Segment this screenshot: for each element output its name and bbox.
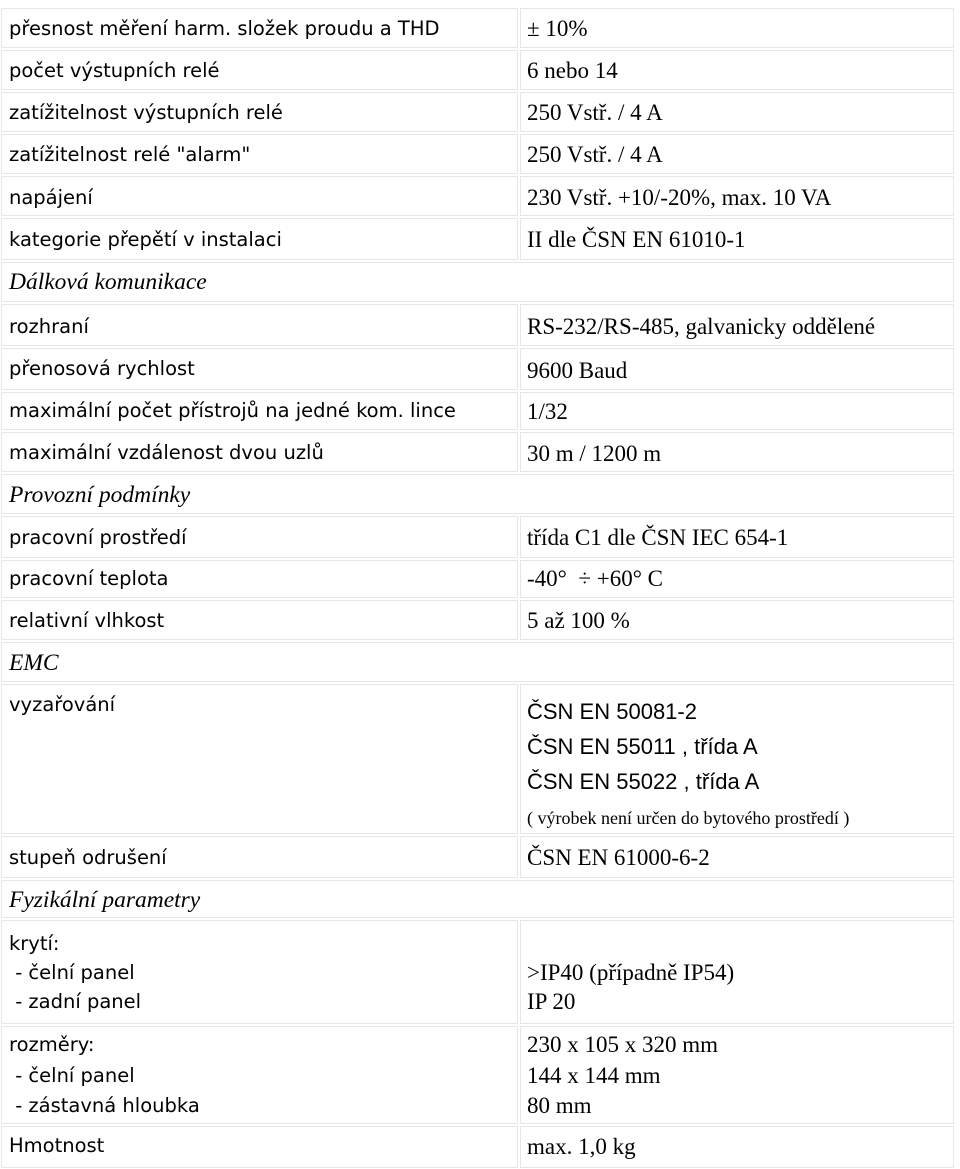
spec-row-power bbox=[0, 176, 960, 216]
spec-value: 9600 Baud bbox=[527, 358, 628, 383]
section-title: Dálková komunikace bbox=[9, 269, 207, 295]
spec-row-relay-load bbox=[0, 92, 960, 132]
section-title: Fyzikální parametry bbox=[9, 887, 201, 913]
spec-value: IP 20 bbox=[527, 989, 576, 1014]
spec-label: vyzařování bbox=[9, 693, 116, 716]
spec-label: zatížitelnost relé "alarm" bbox=[9, 143, 251, 166]
spec-label: Hmotnost bbox=[9, 1134, 105, 1157]
spec-value: -40° ÷ +60° C bbox=[527, 566, 663, 591]
spec-row-temperature bbox=[0, 560, 960, 598]
spec-row-environment bbox=[0, 516, 960, 558]
spec-row-overvoltage bbox=[0, 218, 960, 260]
spec-row-dimensions bbox=[0, 1026, 960, 1124]
spec-row-immunity bbox=[0, 836, 960, 878]
spec-value: 6 nebo 14 bbox=[527, 58, 618, 83]
spec-row-emission bbox=[0, 684, 960, 834]
spec-value: 230 Vstř. +10/-20%, max. 10 VA bbox=[527, 185, 832, 210]
section-heading-operating bbox=[0, 474, 960, 514]
section-title: Provozní podmínky bbox=[9, 482, 191, 508]
spec-label: relativní vlhkost bbox=[9, 609, 165, 632]
spec-row-relay-count bbox=[0, 50, 960, 90]
spec-value: 80 mm bbox=[527, 1093, 592, 1118]
spec-row-humidity bbox=[0, 600, 960, 640]
spec-value: 250 Vstř. / 4 A bbox=[527, 142, 663, 167]
spec-label: pracovní prostředí bbox=[9, 526, 187, 549]
spec-label: stupeň odrušení bbox=[9, 846, 167, 869]
section-heading-physical bbox=[0, 880, 960, 918]
spec-label: krytí: bbox=[9, 932, 60, 955]
spec-label: maximální počet přístrojů na jedné kom. lince bbox=[9, 399, 456, 422]
spec-row-max-distance bbox=[0, 432, 960, 472]
spec-value: 30 m / 1200 m bbox=[527, 441, 662, 466]
emission-note: ( výrobek není určen do bytového prostředí ) bbox=[527, 808, 850, 828]
spec-value: 230 x 105 x 320 mm bbox=[527, 1032, 719, 1057]
spec-value: 144 x 144 mm bbox=[527, 1063, 661, 1088]
spec-label: zatížitelnost výstupních relé bbox=[9, 101, 283, 124]
spec-sublabel: - čelní panel bbox=[9, 1064, 135, 1087]
spec-value: ČSN EN 61000-6-2 bbox=[527, 845, 710, 870]
standard-line: ČSN EN 55011 , třída A bbox=[527, 734, 758, 759]
spec-label: napájení bbox=[9, 186, 93, 209]
standard-line: ČSN EN 50081-2 bbox=[527, 699, 697, 724]
spec-label: přenosová rychlost bbox=[9, 357, 195, 380]
spec-sublabel: - zástavná hloubka bbox=[9, 1094, 200, 1117]
spec-row-thd bbox=[0, 8, 960, 48]
spec-label: přesnost měření harm. složek proudu a THD bbox=[9, 17, 440, 40]
spec-row-max-devices bbox=[0, 392, 960, 430]
standard-line: ČSN EN 55022 , třída A bbox=[527, 769, 760, 794]
spec-label: maximální vzdálenost dvou uzlů bbox=[9, 441, 324, 464]
spec-row-baudrate bbox=[0, 348, 960, 390]
spec-value: II dle ČSN EN 61010-1 bbox=[527, 227, 746, 252]
section-heading-communication bbox=[0, 262, 960, 302]
spec-row-weight bbox=[0, 1126, 960, 1168]
spec-value: 1/32 bbox=[527, 399, 568, 424]
spec-value: ± 10% bbox=[527, 16, 588, 41]
spec-label: kategorie přepětí v instalaci bbox=[9, 228, 282, 251]
spec-label: pracovní teplota bbox=[9, 567, 169, 590]
section-heading-emc bbox=[0, 642, 960, 682]
spec-sublabel: - zadní panel bbox=[9, 990, 142, 1013]
spec-row-alarm-relay bbox=[0, 134, 960, 174]
spec-value: >IP40 (případně IP54) bbox=[527, 960, 735, 985]
spec-value: 5 až 100 % bbox=[527, 608, 630, 633]
spec-sublabel: - čelní panel bbox=[9, 961, 135, 984]
spec-value: třída C1 dle ČSN IEC 654-1 bbox=[527, 525, 789, 550]
spec-label: počet výstupních relé bbox=[9, 59, 220, 82]
spec-label: rozhraní bbox=[9, 315, 89, 338]
spec-label: rozměry: bbox=[9, 1033, 95, 1056]
spec-value: 250 Vstř. / 4 A bbox=[527, 100, 663, 125]
spec-row-interface bbox=[0, 304, 960, 346]
spec-value: max. 1,0 kg bbox=[527, 1134, 636, 1159]
spec-row-protection bbox=[0, 920, 960, 1024]
section-title: EMC bbox=[9, 650, 59, 676]
spec-value: RS-232/RS-485, galvanicky oddělené bbox=[527, 314, 876, 339]
